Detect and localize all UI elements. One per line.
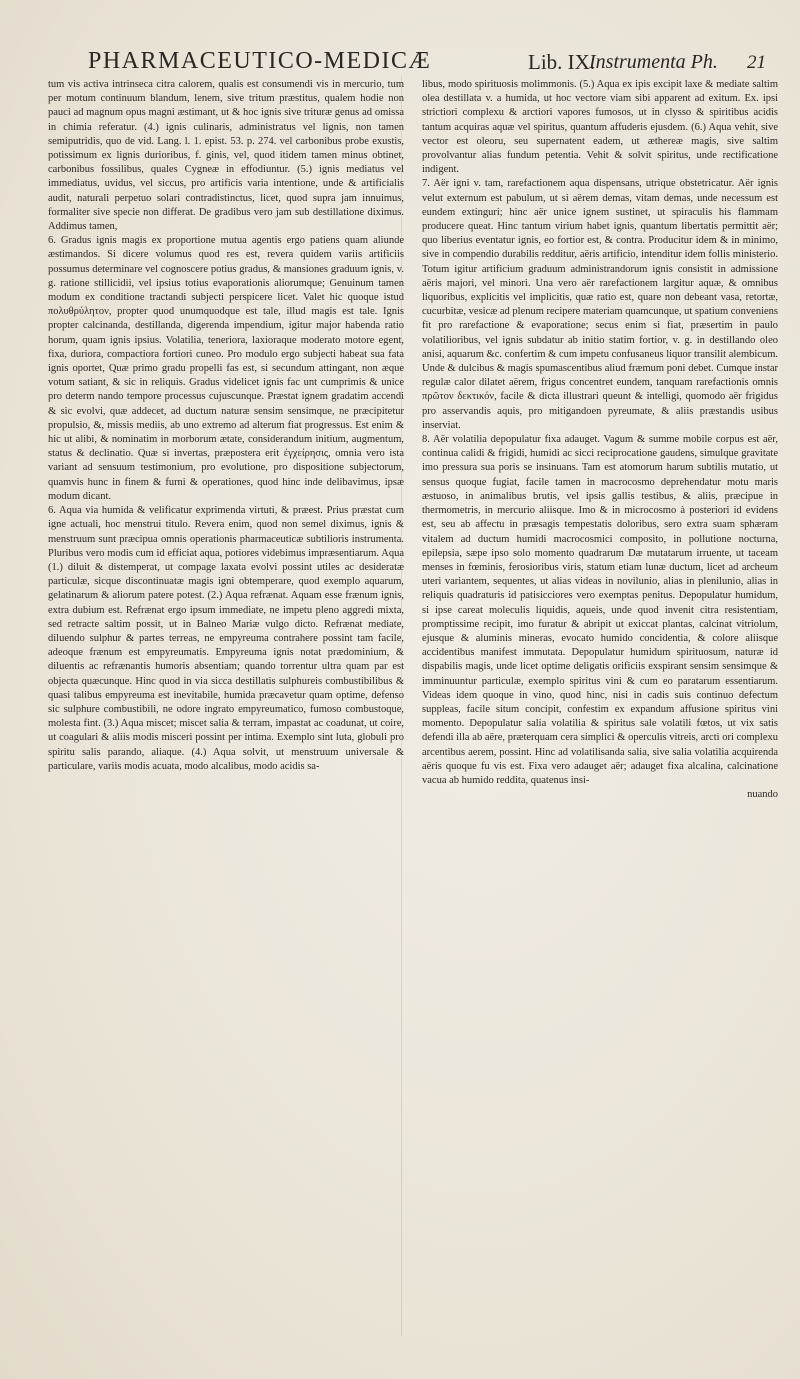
catchword: nuando	[747, 789, 778, 801]
running-head	[46, 46, 772, 76]
right-column	[422, 78, 778, 1349]
paragraph: libus, modo spirituosis molimmonis. (5.) Aqua ex ipis excipit laxe & mediate saltim olea destillata v. a humida, ut hoc vectore viam sibi apparent ad exitum. Ex. ipsi strictiori complexu & arctiori vapores fumosos, ut in clysso & spiritibus acidis tantum acquiras aquæ vel spiritus, quantum affuderis ejusdem. (6.) Aqua vehit, sive vector est oleoru, seu supernatent eadem, ut æthereæ magis, sive saltim provolvantur alias fundum petentia. Vehit & solvit spiritus, unde rectificatione indigent.	[422, 79, 778, 176]
page-number: 21	[747, 52, 766, 73]
paragraph: 6. Aqua via humida & velificatur exprimenda virtuti, & præest. Prius præstat cum igne actuali, hoc menstrui titulo. Revera enim, quod non semel diximus, ignis & menstruum sunt præcipua omnis operationis pharmaceuticæ subtilioris instrumenta. Pluribus vero modis cum id efficiat aqua, potiores videbimus impræsentiarum. Aqua (1.) diluit & distemperat, ut compage laxata evolvi possint utiles ac desideratæ particulæ, sicque discontinuatæ magis igni obtemperare, quod exemplo aquarum, gelatinarum & aliorum patere potest. (2.) Aqua refrænat. Aquam esse frænum ignis, extra dubium est. Refrænat ergo ipsum immediate, ne impetu pleno aggredi mixta, sed retracte saltim possit, ut in Balneo Mariæ vulgo dicto. Refrænat mediate, diluendo sulphur & partes terreas, ne empyreuma contrahere possint tam facile, adeoque frænum est empyreumatis. Empyreuma ignis notat prædominium, & diluentis ac refrænantis humoris absentiam; quando torrentur ultra quam par est objecta quæcunque. Hinc quod in via sicca destillatis sulphureis combustibilibus & quasi talibus empyreuma est inevitabile, humida præcavetur quam optime, defenso sic sulphure combustibili, ne odore ingrato empyreumatico, fumoso combustoque, molesta fint. (3.) Aqua miscet; miscet salia & terram, impastat ac coadunat, ut coire, ut coagulari & aliis modis misceri possint per intima. Exemplo sint luta, globuli pro spiritu salis parando, aliaque. (4.) Aqua solvit, ut menstruum universale & particulare, variis modis acuata, modo alcalibus, modo acidis sa-	[48, 505, 404, 772]
paragraph: tum vis activa intrinseca citra calorem, qualis est consumendi vis in mercurio, tum per motum continuum blandum, lenem, sive tritum præstitus, qualem hodie non pauci ad magnum opus magni æstimant, ut & hoc ignis sive trituræ genus ad omissa in chimia referatur. (4.) ignis culinaris, administratus vel lignis, non tamen semiputridis, quo de vid. Lang. l. 1. epist. 53. p. 274. vel carbonibus probe exustis, potissimum ex lignis durioribus, f. ginis, vel, quod itidem tamen minus obtinet, carbonibus fossilibus, quales Cygneæ in effodiuntur. (5.) ignis mediatus vel immediatus, uvidus, vel siccus, pro artificis varia intentione, unde & artificialis audit, naturali perpetuo solari contradistinctus, licet, quod supra jam innuimus, formaliter sive specie non differat. De gradibus vero jam sub destillatione diximus. Addimus tamen,	[48, 79, 404, 233]
left-column	[48, 78, 404, 1349]
section-title: Instrumenta Ph.	[589, 51, 718, 73]
running-title: PHARMACEUTICO-MEDICÆ	[88, 48, 432, 74]
book-number: Lib. IX.	[528, 50, 596, 74]
paragraph: 7. Aër igni v. tam, rarefactionem aqua dispensans, utrique obstetricatur. Aër ignis velut externum est pabulum, ut si aërem demas, vitam demas, unde necessum est eundem extinguri; hinc aër unice ignem sustinet, ut spiraculis his flammam producere queat. Hinc tantum virium habet ignis, quantum libertatis permittit aër; quo liberius eventatur ignis, eo fortior est, & contra. Producitur idem & in minimo, sive in compendio durabilis redditur, aëris artificio, intenditur idem follis ministerio. Totum igitur artificium graduum administrandorum ignis consistit in admissione aëris majori, vel minori. Una vero aër rarefactionem largitur aquæ, & omnibus liquoribus, explicitis vel implicitis, quæ ratio est, quare non debeant vasa, retortæ, cucurbitæ, vesicæ ad plenum recipere materiam quamcunque, ut spatium conveniens fit pro rarefactione & evaporatione; secus enim si fiat, præsertim in paulo volatilioribus, vel ignis subdatur ab initio statim fortior, v. g. in destillando oleo anisi, aquarum &c. confertim & cum impetu confusaneus liquor transilit alembicum. Unde & dulcibus & magis spumascentibus aliud fræmum poni debet. Cumque instar regulæ calor dilatet aërem, frigus concentret eundem, tanquam rarefactionis omnis πρῶτον δεκτικόν, facile & dicta illustrari queunt & intelligi, quomodo aër frigidus pro asservandis aquis, pro mitigandoen pyreumate, & aliis præstandis usibus inserviat.	[422, 178, 778, 431]
paragraph: 6. Gradus ignis magis ex proportione mutua agentis ergo patiens quam aliunde æstimandos. Si dicere volumus quod res est, revera quidem variis artificiis possumus determinare vel cognoscere potius gradus, & mansiones graduum ignis, v. g. ratione stillicidii, vel ipsius totius evaporationis aliorumque; Genuinum tamen modum ex conditione tractandi subjecti perspicere licet. Valet hic quoque istud πολυθρύλητον, propter quod unumquodque est tale, illud magis est tale. Ignis propter calcinanda, destillanda, digerenda impendium, igitur major habenda ratio horum, quam ignis ipsius. Volatilia, teneriora, laxioraque moderato motore egent, fixa, duriora, compactiora fortiori cuneo. Pro modulo ergo subjecti habeat sua fata ignis oportet, Quæ primo gradu propelli fas est, si secundum attingant, non æque votum satiant, & sic in reliquis. Gradus videlicet ignis fac unt cumprimis & unice pro determ nando tempore processus cujuscunque. Præstat ignem gradatim accendi & sic evolvi, quæ addecet, ad ductum naturæ sensim sensimque, ne præcipitetur propulsio, &, missis mediis, ab uno extremo ad alterum fiat progressus. Est enim & hic ut alibi, & nominatim in morborum ætate, considerandum initium, augmentum, status & declinatio. Quæ si invertas, præpostera erit ἐγχείρησις, omnia vero ista variant ad sensuum testimonium, pro evolutione, pro dispositione subjectorum, quamvis hunc in finem & furni & operationes, quod hinc inde delibavimus, ipsæ modum dicant.	[48, 235, 404, 502]
paragraph: 8. Aër volatilia depopulatur fixa adauget. Vagum & summe mobile corpus est aër, continua calidi & frigidi, humidi ac sicci reciprocatione gaudens, simulque gravitate imo pressura sua poris se insinuans. Tam est atomorum harum subtilis mutatio, ut sensus quoque fugiat, facile tamen in macrocosmo deprehendatur motu maris æstuoso, in animalibus brutis, vel ipsis gallis testibus, & aliis, præcipue in thermometris, in mercurio aliisque. Imo & in microcosmo à posteriori id evidens est, seu ab affectu in præsagis tempestatis doloribus, sero extra suam sphæram vitalem ad ductum humidi macrocosmici composito, in pollutione nocturna, epilepsia, sæpe ipso solo momento quadrarum Dæ mutatarum irruente, ut taceam menses in fœminis, ferosioribus viris, statum etiam lunæ ductum, licet ad archeum uteri variantem, sequentes, ut alias videas in novilunio, alias in plenilunio, alias in reliquis quadraturis id patisicciores vero exemptas penitus. Depopulatur humidum, si ipse careat moleculis liquidis, aqueis, unde quod invenit citra resistentiam, promptissime recipit, imo furatur & abripit ut exiccat plantas, calcinat vitriolum, ejusque & aluminis mineras, evocato humido concidentia, & colore aliisque accidentibus manifest immutata. Depopulatur humidum spirituosum, naturæ id dispabilis magis, unde licet optime deligatis orificiis exspirant sensim sensimque & imminuuntur particulæ, exemplo spiritus vini & cum eo paratarum essentiarum. Videas idem quoque in vino, quod hinc, nisi in cadis suis continuo defectum suppleas, facile situm concipit, confestim ex expandum affusione spiritus vini momento. Depopulatur salia volatilia & spiritus sale volatili fœtos, ut vix satis defendi illa ab aëre, præterquam cera simplici & operculis vitreis, arcti ori complexu arcentibus aerem, possint. Hinc ad volatilisanda salia, sive salia volatilia acquirenda aëris quoque fu vis est. Fixa vero adauget aër; adauget fixa alcalina, calcinatione vacua ab humido reddita, quatenus insi-	[422, 434, 778, 786]
text-columns	[48, 78, 778, 1349]
